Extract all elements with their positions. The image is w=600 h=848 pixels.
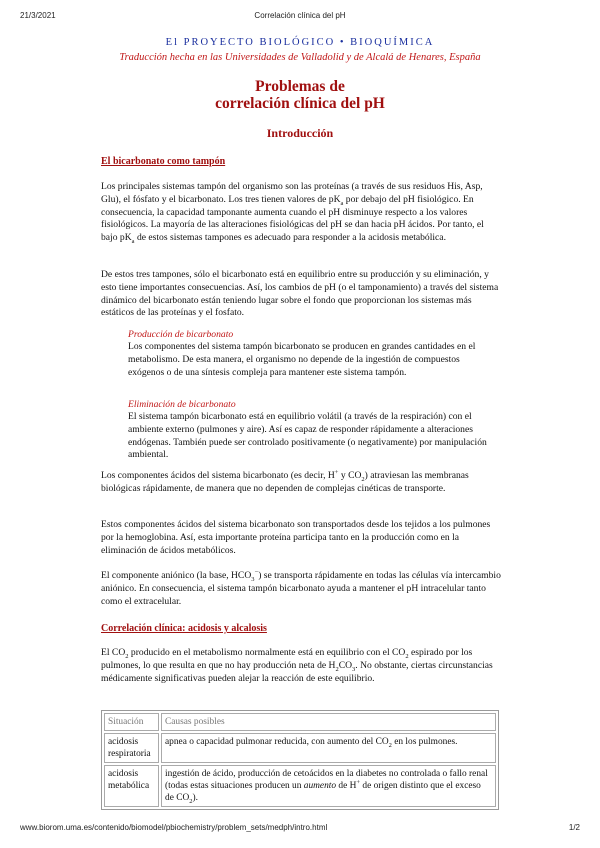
paragraph-bicarbonate-elimination: El sistema tampón bicarbonato está en equilibrio volátil (a través de la respiración) con el ambiente externo (pulmones y aire). Así es capaz de responder rápidamente a alteraciones endógenas. También puede ser controlado positivamente (o negativamente) por manipulación ambiental. [128,411,487,461]
title-line-2: correlación clínica del pH [215,95,385,112]
table-cell-causes: ingestión de ácido, producción de cetoácidos en la diabetes no controlada o fallo renal (todas estas situaciones producen un aumento de H+ de origen distinto que el exceso de $CO_2$). [161,765,496,807]
subheading-bicarbonate-elimination: Eliminación de bicarbonato [128,399,236,410]
table-header-causes: Causas posibles [161,713,496,731]
print-page-number: 1/2 [568,823,580,832]
table-cell-situation: acidosis respiratoria [104,733,159,763]
paragraph-co2-equilibrium: El $CO_2$ producido en el metabolismo normalmente está en equilibrio con el $CO_2$ espirado por los pulmones, lo que resulta en que no hay producción neta de $H_2CO_3$. No obstante, ciertas circunstancias médicamente significativas pueden alejar la reacción de este equilibrio. [101,647,493,684]
translation-note: Traducción hecha en las Universidades de Valladolid y de Alcalá de Henares, España [119,52,481,63]
table-cell-causes: apnea o capacidad pulmonar reducida, con aumento del $CO_2$ en los pulmones. [161,733,496,763]
paragraph-anionic-component: El componente aniónico (la base, $HCO_3^-$) se transporta rápidamente en todas las células vía intercambio aniónico. En consecuencia, el sistema tampón bicarbonato ayuda a mantener el pH intracelular tanto como el extracelular. [101,568,501,607]
paragraph-bicarbonate-production: Los componentes del sistema tampón bicarbonato se producen en grandes cantidades en el metabolismo. De esta manera, el organismo no depende de la ingestión de compuestos exógenos o de una síntesis compleja para mantener este sistema tampón. [128,341,476,378]
page-title [0,78,600,112]
paragraph-acid-components: Los componentes ácidos del sistema bicarbonato (es decir, H+ y $CO_2$) atraviesan las membranas biológicas rápidamente, de manera que no dependen de complejas cinéticas de transporte. [101,468,469,494]
paragraph-buffer-systems: Los principales sistemas tampón del organismo son las proteínas (a través de sus residuos His, Asp, Glu), el fósfato y el bicarbonato. Los tres tienen valores de $pK_a$ por debajo del pH fisiológico. En consecuencia, la capacidad tamponante aumenta cuando el pH disminuye respecto a los valores fisiológicos. La mayoría de las alteraciones fisiológicas del pH se dan hacia pH ácidos. Por tanto, el bajo $pK_a$ de estos sistemas tampones es adecuado para responder a la acidosis metabólica. [101,181,484,246]
paragraph-bicarbonate-equilibrium: De estos tres tampones, sólo el bicarbonato está en equilibrio entre su producción y su eliminación, y esto tiene importantes consecuencias. Así, los cambios de pH (o el tamponamiento) a través del sistema dinámico del bicarbonato están teniendo lugar sobre el fondo que proporcionan los sistemas más estáticos de las proteínas y el fosfato. [101,269,499,319]
title-line-1: Problemas de [255,78,345,95]
project-banner[interactable]: El PROYECTO BIOLÓGICO • BIOQUÍMICA [165,37,435,48]
table-row [104,765,496,807]
print-date: 21/3/2021 [20,11,56,20]
table-row [104,733,496,763]
print-url: www.biorom.uma.es/contenido/biomodel/pbiochemistry/problem_sets/medph/intro.html [20,823,328,832]
table-header-row [104,713,496,731]
intro-heading: Introducción [266,126,334,140]
situations-table [101,710,499,810]
section-heading-acidosis-alkalosis: Correlación clínica: acidosis y alcalosis [101,623,267,634]
table-header-situation: Situación [104,713,159,731]
paragraph-hemoglobin-transport: Estos componentes ácidos del sistema bicarbonato son transportados desde los tejidos a los pulmones por la hemoglobina. Así, esta importante proteína participa tanto en la producción como en la eliminación de ácidos metabólicos. [101,519,491,556]
section-heading-bicarbonate: El bicarbonato como tampón [101,156,226,167]
table-cell-situation: acidosis metabólica [104,765,159,807]
print-page-title: Correlación clínica del pH [254,11,346,20]
subheading-bicarbonate-production: Producción de bicarbonato [128,329,234,340]
